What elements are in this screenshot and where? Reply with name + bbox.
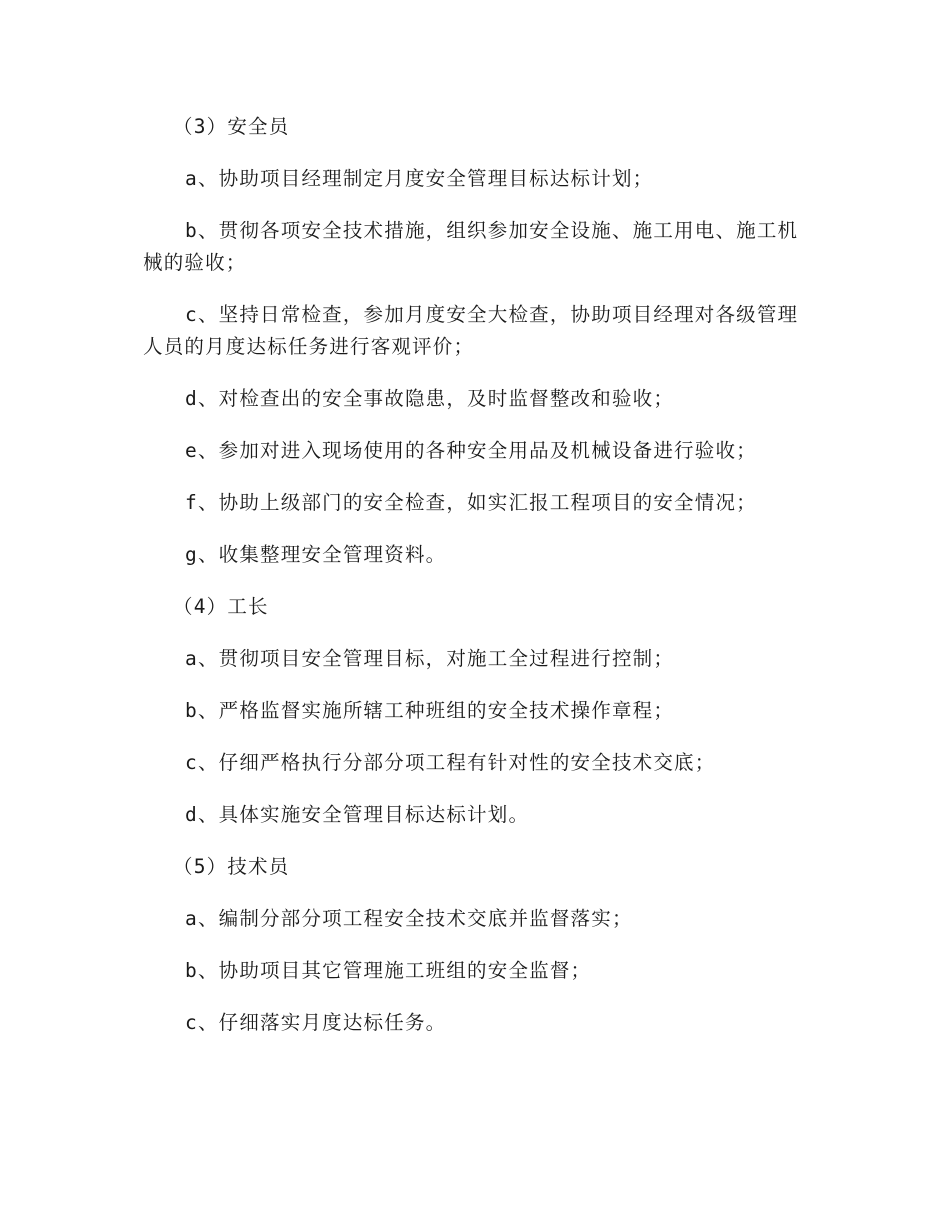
list-item: e、参加对进入现场使用的各种安全用品及机械设备进行验收； <box>185 439 757 462</box>
list-item: g、收集整理安全管理资料。 <box>185 543 447 566</box>
list-item: d、具体实施安全管理目标达标计划。 <box>185 803 530 826</box>
list-item: b、协助项目其它管理施工班组的安全监督； <box>185 959 592 982</box>
list-item: f、协助上级部门的安全检查，如实汇报工程项目的安全情况； <box>185 491 757 514</box>
section-heading-safety-officer: （3）安全员 <box>173 115 290 138</box>
section-heading-technician: （5）技术员 <box>173 855 290 878</box>
list-item: a、协助项目经理制定月度安全管理目标达标计划； <box>185 167 654 190</box>
list-item: d、对检查出的安全事故隐患，及时监督整改和验收； <box>185 387 675 410</box>
list-item: c、仔细落实月度达标任务。 <box>185 1011 447 1034</box>
list-item: c、仔细严格执行分部分项工程有针对性的安全技术交底； <box>185 751 716 774</box>
document-body <box>143 111 808 1039</box>
list-item: a、贯彻项目安全管理目标，对施工全过程进行控制； <box>185 647 675 670</box>
list-item: b、贯彻各项安全技术措施，组织参加安全设施、施工用电、施工机械的验收； <box>143 219 799 274</box>
list-item: b、严格监督实施所辖工种班组的安全技术操作章程； <box>185 699 675 722</box>
list-item: a、编制分部分项工程安全技术交底并监督落实； <box>185 907 633 930</box>
section-heading-foreman: （4）工长 <box>173 595 269 618</box>
list-item: c、坚持日常检查，参加月度安全大检查，协助项目经理对各级管理人员的月度达标任务进行客观评价； <box>143 303 799 358</box>
